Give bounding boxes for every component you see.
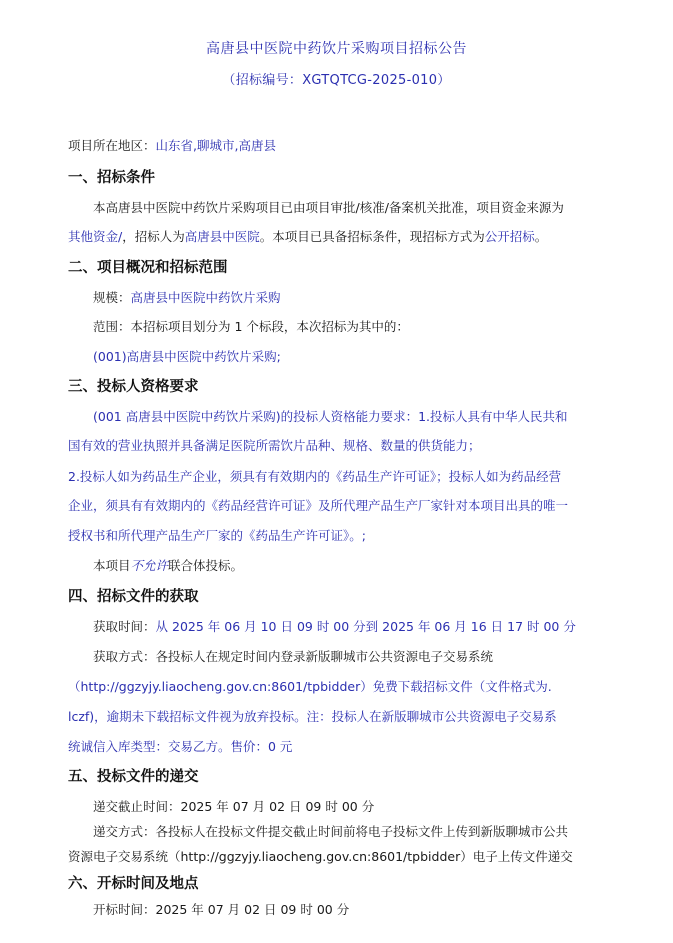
- section-heading-submission: 五、投标文件的递交: [68, 769, 199, 785]
- bid-conditions-line-1: 本高唐县中医院中药饮片采购项目已由项目审批/核准/备案机关批准，项目资金来源为: [93, 200, 564, 215]
- obtain-time-value: 从 2025 年 06 月 10 日 09 时 00 分到 2025 年 06 月 16 日 17 时 00 分: [155, 619, 576, 634]
- text-span: 联合体投标。: [168, 558, 244, 573]
- section-heading-overview: 二、项目概况和招标范围: [68, 260, 228, 276]
- bid-opening-time: 开标时间：2025 年 07 月 02 日 09 时 00 分: [93, 902, 350, 917]
- obtain-method-line-2: （http://ggzyjy.liaocheng.gov.cn:8601/tpbidder）免费下载招标文件（文件格式为.: [68, 679, 552, 694]
- section-heading-bid-conditions: 一、招标条件: [68, 170, 155, 186]
- fund-source: 其他资金/: [68, 229, 123, 244]
- text-span: ，招标人为: [122, 229, 185, 244]
- bid-method: 公开招标: [484, 229, 535, 244]
- consortium-value: 不允许: [130, 558, 169, 573]
- qualification-line-3: 2.投标人如为药品生产企业，须具有有效期内的《药品生产许可证》；投标人如为药品经营: [68, 469, 562, 484]
- scale-label: 规模：: [93, 290, 131, 305]
- text-span: 本项目: [93, 558, 131, 573]
- lot-item: (001)高唐县中医院中药饮片采购;: [93, 349, 281, 364]
- bid-number: （招标编号：XGTQTCG-2025-010）: [222, 73, 451, 88]
- section-heading-obtain-documents: 四、招标文件的获取: [68, 589, 199, 605]
- submission-method-line-1: 递交方式：各投标人在投标文件提交截止时间前将电子投标文件上传到新版聊城市公共: [93, 824, 569, 839]
- obtain-method-line-3: lczf)，逾期未下载招标文件视为放弃投标。注：投标人在新版聊城市公共资源电子交易系: [68, 709, 557, 724]
- notice-title: 高唐县中医院中药饮片采购项目招标公告: [206, 41, 467, 57]
- qualification-line-4: 企业，须具有有效期内的《药品经营许可证》及所代理产品生产厂家针对本项目出具的唯一: [68, 498, 569, 513]
- scale-value: 高唐县中医院中药饮片采购: [130, 290, 281, 305]
- section-heading-qualifications: 三、投标人资格要求: [68, 379, 199, 395]
- location-value: 山东省,聊城市,高唐县: [155, 138, 276, 153]
- text-span: 。本项目已具备招标条件，现招标方式为: [259, 229, 485, 244]
- obtain-method-line-1: 获取方式：各投标人在规定时间内登录新版聊城市公共资源电子交易系统: [93, 649, 494, 664]
- obtain-time-label: 获取时间：: [93, 619, 156, 634]
- bid-conditions-line-2: [68, 228, 547, 246]
- text-span: 。: [534, 229, 548, 244]
- consortium-statement: [93, 557, 243, 575]
- qualification-line-1: (001 高唐县中医院中药饮片采购)的投标人资格能力要求：1.投标人具有中华人民共和: [93, 409, 568, 424]
- project-scale: [93, 289, 281, 307]
- tenderer-name: 高唐县中医院: [184, 229, 260, 244]
- obtain-time: [93, 618, 576, 636]
- location-label: 项目所在地区：: [68, 138, 156, 153]
- section-heading-bid-opening: 六、开标时间及地点: [68, 876, 199, 892]
- qualification-line-5: 授权书和所代理产品生产厂家的《药品生产许可证》。;: [68, 528, 366, 543]
- project-scope: 范围：本招标项目划分为 1 个标段，本次招标为其中的：: [93, 319, 409, 334]
- submission-method-line-2: 资源电子交易系统（http://ggzyjy.liaocheng.gov.cn:8601/tpbidder）电子上传文件递交: [68, 849, 573, 864]
- submission-deadline: 递交截止时间：2025 年 07 月 02 日 09 时 00 分: [93, 799, 375, 814]
- obtain-method-line-4: 统诚信入库类型：交易乙方。售价：0 元: [68, 739, 293, 754]
- qualification-line-2: 国有效的营业执照并具备满足医院所需饮片品种、规格、数量的供货能力；: [68, 438, 481, 453]
- project-location: [68, 137, 276, 155]
